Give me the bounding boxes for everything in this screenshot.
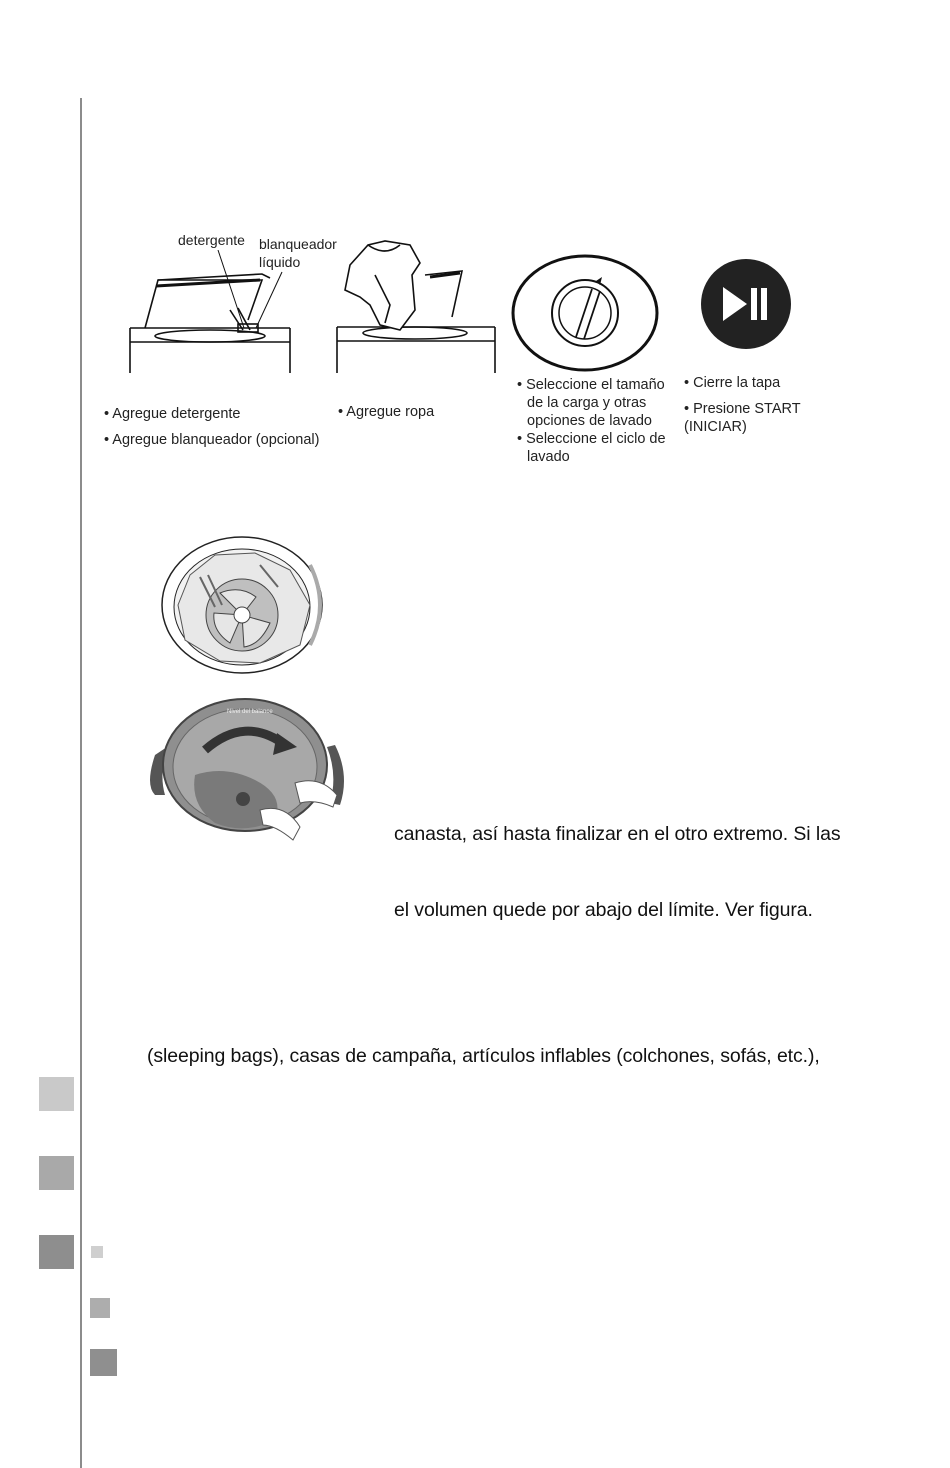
- detergent-label: detergente: [178, 232, 245, 248]
- step-3-line-3: opciones de lavado: [527, 413, 652, 429]
- step-3-line-1: • Seleccione el tamaño: [517, 377, 665, 393]
- step-2-caption: [338, 403, 434, 421]
- legend-square-light: [91, 1246, 103, 1258]
- selector-dial-icon: [510, 253, 660, 373]
- tub-level-label: Nivel del balance: [227, 709, 273, 715]
- side-tab-light: [39, 1077, 74, 1111]
- bleach-label-2: líquido: [259, 254, 301, 270]
- side-tab-dark: [39, 1235, 74, 1269]
- step-1-caption: [104, 401, 319, 453]
- margin-rule: [80, 98, 82, 1468]
- step-3-caption: [517, 376, 666, 466]
- step-3-line-2: de la carga y otras: [527, 395, 647, 411]
- step-2-line-1: • Agregue ropa: [338, 404, 435, 420]
- play-pause-icon: [700, 258, 792, 350]
- step-4-line-2: • Presione START: [684, 401, 801, 417]
- side-tab-mid: [39, 1156, 74, 1190]
- step-4-line-1: • Cierre la tapa: [684, 375, 781, 391]
- step-1-line-1: • Agregue detergente: [104, 406, 241, 422]
- body-line-3: (sleeping bags), casas de campaña, artículos inflables (colchones, sofás, etc.),: [147, 1045, 820, 1067]
- body-line-1: canasta, así hasta finalizar en el otro extremo. Si las: [394, 823, 841, 845]
- step-4-line-3: (INICIAR): [684, 419, 747, 435]
- step-3-line-4: • Seleccione el ciclo de: [517, 431, 666, 447]
- bleach-label-1: blanqueador: [259, 236, 337, 252]
- step-3-line-5: lavado: [527, 449, 570, 465]
- tub-laundry-illustration: [160, 535, 330, 675]
- body-line-2: el volumen quede por abajo del límite. Ver figura.: [394, 899, 813, 921]
- washer-clothes-illustration: [330, 235, 505, 375]
- step-4-caption: [684, 374, 801, 436]
- tub-balance-illustration: [145, 695, 350, 855]
- legend-square-dark: [90, 1349, 117, 1376]
- step-1-line-2: • Agregue blanqueador (opcional): [104, 432, 320, 448]
- legend-square-mid: [90, 1298, 110, 1318]
